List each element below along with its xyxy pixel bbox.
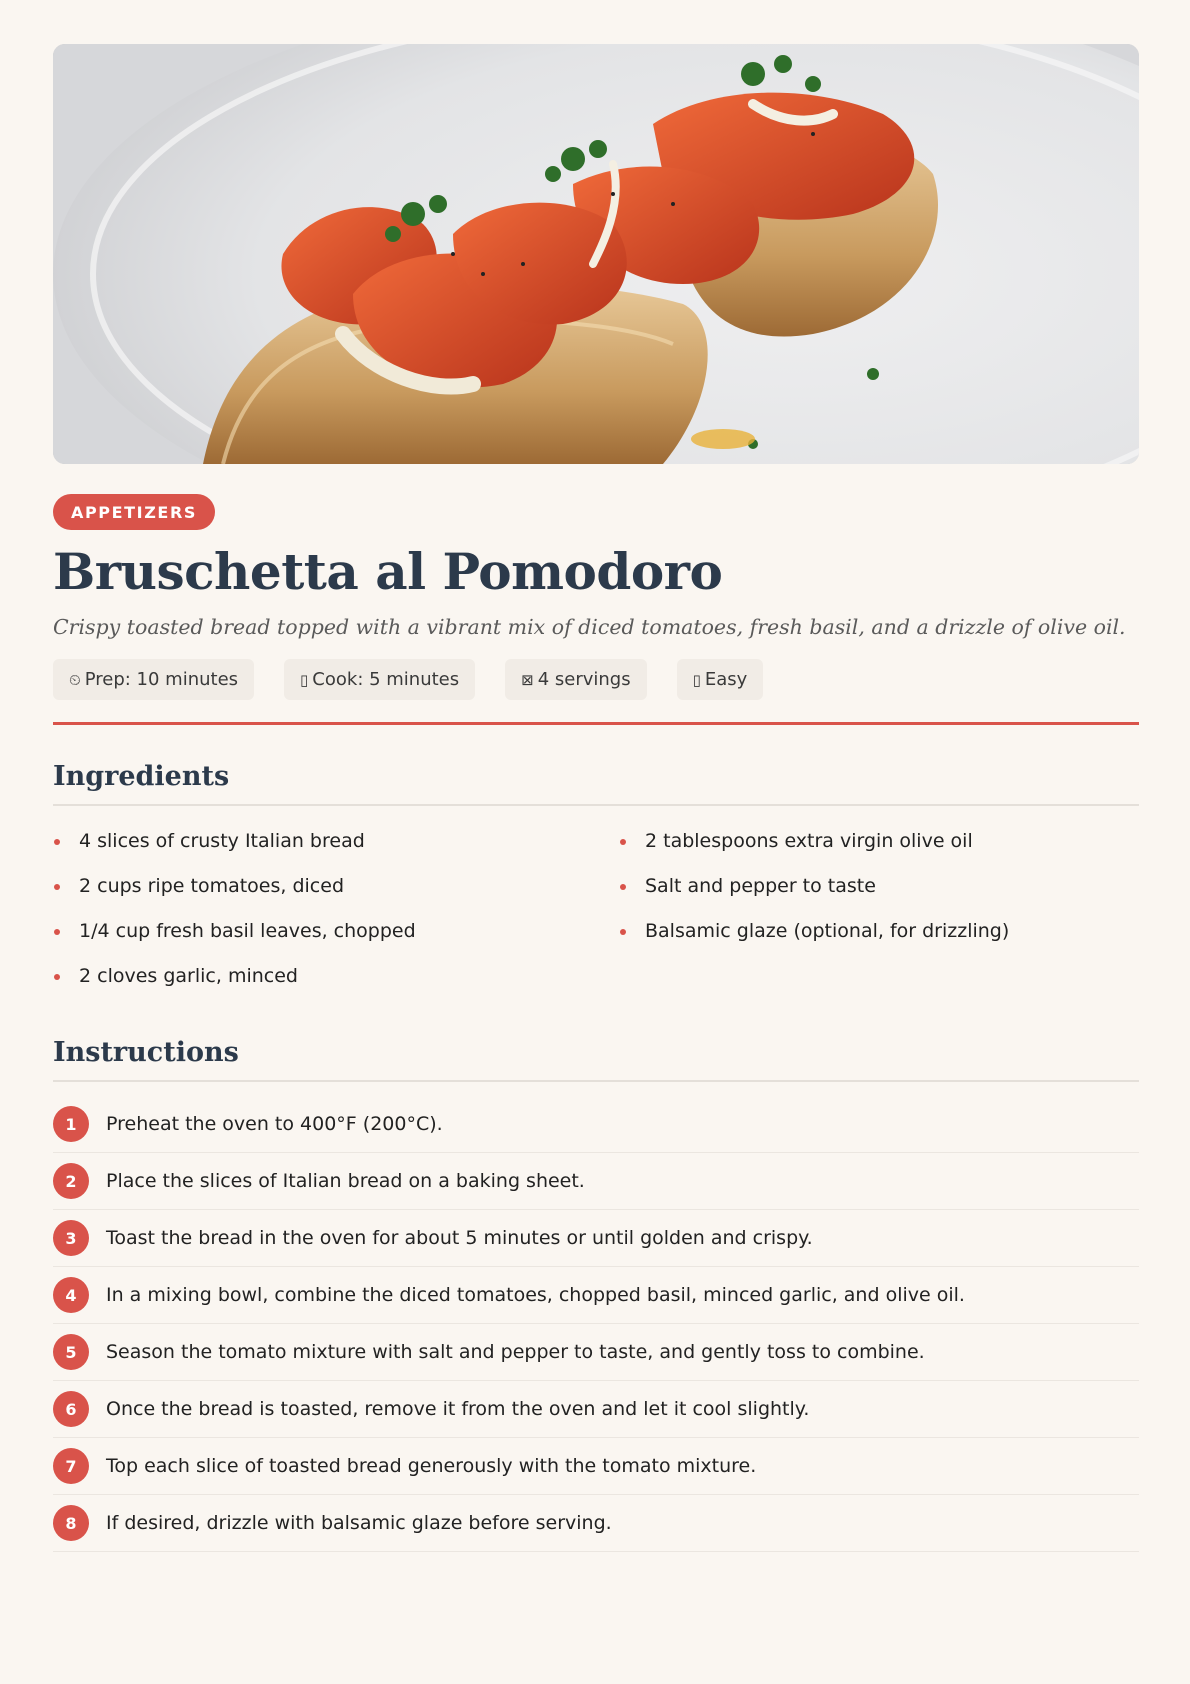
step-text: In a mixing bowl, combine the diced tomatoes, chopped basil, minced garlic, and olive oil.	[106, 1284, 965, 1306]
step-text: Place the slices of Italian bread on a baking sheet.	[106, 1170, 585, 1192]
instruction-step	[53, 1438, 1139, 1495]
fire-icon: ▯	[300, 671, 309, 689]
difficulty-chip	[677, 659, 764, 700]
ingredients-column-left	[53, 830, 619, 987]
bullet-icon	[620, 884, 626, 890]
instructions-heading: Instructions	[53, 1037, 1139, 1082]
step-text: Preheat the oven to 400°F (200°C).	[106, 1113, 443, 1135]
instruction-step	[53, 1096, 1139, 1153]
recipe-meta	[53, 659, 1137, 700]
instruction-step	[53, 1381, 1139, 1438]
step-text: If desired, drizzle with balsamic glaze before serving.	[106, 1512, 612, 1534]
prep-time-label: Prep: 10 minutes	[84, 669, 239, 690]
cook-time-label: Cook: 5 minutes	[312, 669, 460, 690]
instruction-step	[53, 1324, 1139, 1381]
step-text: Top each slice of toasted bread generously with the tomato mixture.	[106, 1455, 757, 1477]
instruction-step	[53, 1267, 1139, 1324]
ingredients-heading: Ingredients	[53, 761, 1139, 806]
hero-image	[53, 44, 1139, 464]
bullet-icon	[54, 929, 60, 935]
prep-time-chip	[53, 659, 254, 700]
instructions-list	[53, 1096, 1139, 1552]
difficulty-label: Easy	[704, 669, 748, 690]
instruction-step	[53, 1153, 1139, 1210]
list-item: Salt and pepper to taste	[619, 875, 1139, 897]
people-icon: ⊠	[521, 671, 534, 689]
bullet-icon	[54, 974, 60, 980]
list-item: 2 tablespoons extra virgin olive oil	[619, 830, 1139, 852]
cook-time-chip	[284, 659, 475, 700]
bruschetta-photo-icon	[53, 44, 1139, 464]
ingredients-list	[53, 830, 1137, 987]
bullet-icon	[54, 884, 60, 890]
step-number-badge: 5	[53, 1334, 89, 1370]
step-text: Season the tomato mixture with salt and pepper to taste, and gently toss to combine.	[106, 1341, 925, 1363]
recipe-subtitle: Crispy toasted bread topped with a vibrant mix of diced tomatoes, fresh basil, and a drizzle of olive oil.	[53, 615, 1126, 639]
list-item: 4 slices of crusty Italian bread	[53, 830, 619, 852]
recipe-title: Bruschetta al Pomodoro	[53, 542, 723, 601]
step-number-badge: 3	[53, 1220, 89, 1256]
step-number-badge: 8	[53, 1505, 89, 1541]
bullet-icon	[620, 929, 626, 935]
bullet-icon	[620, 839, 626, 845]
step-number-badge: 7	[53, 1448, 89, 1484]
list-item: 2 cups ripe tomatoes, diced	[53, 875, 619, 897]
clock-icon: ⏲	[69, 671, 81, 689]
servings-chip	[505, 659, 646, 700]
chart-icon: ▯	[692, 671, 701, 689]
step-number-badge: 2	[53, 1163, 89, 1199]
servings-label: 4 servings	[537, 669, 631, 690]
category-badge: APPETIZERS	[53, 494, 215, 530]
list-item: Balsamic glaze (optional, for drizzling)	[619, 920, 1139, 942]
ingredients-column-right	[619, 830, 1139, 987]
accent-divider	[53, 722, 1139, 725]
bullet-icon	[54, 839, 60, 845]
step-number-badge: 1	[53, 1106, 89, 1142]
step-text: Once the bread is toasted, remove it from the oven and let it cool slightly.	[106, 1398, 810, 1420]
instruction-step	[53, 1495, 1139, 1552]
step-number-badge: 4	[53, 1277, 89, 1313]
step-text: Toast the bread in the oven for about 5 minutes or until golden and crispy.	[106, 1227, 813, 1249]
list-item: 2 cloves garlic, minced	[53, 965, 619, 987]
step-number-badge: 6	[53, 1391, 89, 1427]
list-item: 1/4 cup fresh basil leaves, chopped	[53, 920, 619, 942]
instruction-step	[53, 1210, 1139, 1267]
